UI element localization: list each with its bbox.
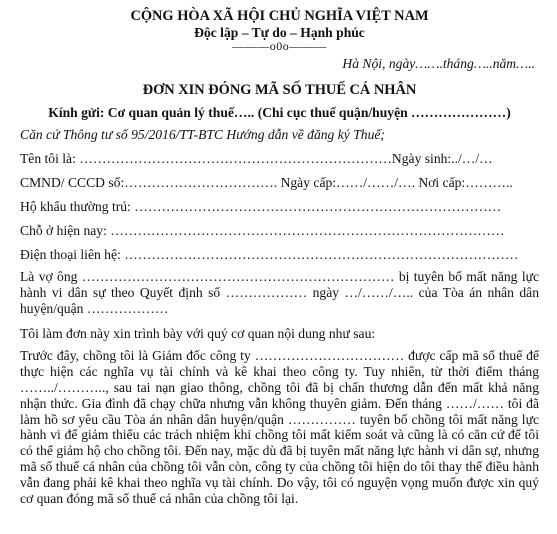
main-paragraph: Trước đây, chồng tôi là Giám đốc công ty …………………………… được cấp mã số thuế để thực hiện các nghĩa vụ tài chính và kê khai theo công ty. Tuy nhiên, từ thời điểm tháng ……../……….., sau tai nạn giao thông, chồng tôi đã bị chấn thương dẫn đến mất khả năng nhận thức. Gia đình đã chạy chữa nhưng vẫn không thuyên giảm. Đến tháng ……/…… tôi đã làm hồ sơ yêu cầu Tòa án nhân dân huyện/quận …………… tuyên bố chồng tôi mất năng lực hành vi để giảm thiểu các trách nhiệm khi chồng tôi mất kiểm soát và cũng là có căn cứ để tôi có thể giảm hộ cho chồng tôi. Đến nay, mặc dù đã bị tuyên mất năng lực hành vi dân sự, nhưng mã số thuế cá nhân của chồng tôi vẫn còn, công ty của chồng tôi hiện do tôi thay thế điều hành vẫn đang phải kê khai theo nghĩa vụ tài chính. Do vậy, tôi có nguyện vọng muốn được xin quý cơ quan đóng mã số thuế cá nhân của chồng tôi lại.: [20, 348, 539, 506]
intro-line: Tôi làm đơn này xin trình bày với quý cơ quan nội dung như sau:: [20, 326, 376, 342]
title-ornament: ———o0o———: [232, 39, 327, 53]
place-date: Hà Nội, ngày…….tháng…..năm…..: [342, 56, 535, 71]
field-phone: Điện thoại liên hệ: ……………………………………………………………………………: [20, 247, 519, 262]
recipient-line: Kính gửi: Cơ quan quản lý thuế….. (Chi cục thuế quận/huyện …………………): [48, 105, 511, 120]
legal-basis: Căn cứ Thông tư số 95/2016/TT-BTC Hướng dẫn về đăng ký Thuế;: [20, 127, 385, 142]
field-id-number: CMND/ CCCD số:……………………………. Ngày cấp:……/……/…. Nơi cấp:………..: [20, 175, 513, 190]
national-motto: Độc lập – Tự do – Hạnh phúc: [194, 25, 365, 40]
wife-declaration: Là vợ ông …………………………………………………………… bị tuyên bố mất năng lực hành vi dân sự theo Quyết định số ……………… ngày …/……/….. của Tòa án nhân dân huyện/quận ………………: [20, 269, 539, 316]
national-title: CỘNG HÒA XÃ HỘI CHỦ NGHĨA VIỆT NAM: [130, 8, 429, 24]
document-title: ĐƠN XIN ĐÓNG MÃ SỐ THUẾ CÁ NHÂN: [142, 82, 417, 98]
field-residence: Chỗ ở hiện nay: ……………………………………………………………………………: [20, 223, 505, 238]
field-name-birthdate: Tên tôi là: ……………………………………………………………Ngày sinh:../…/…: [20, 151, 493, 166]
field-household: Hộ khẩu thường trú: ………………………………………………………………………: [20, 199, 502, 214]
